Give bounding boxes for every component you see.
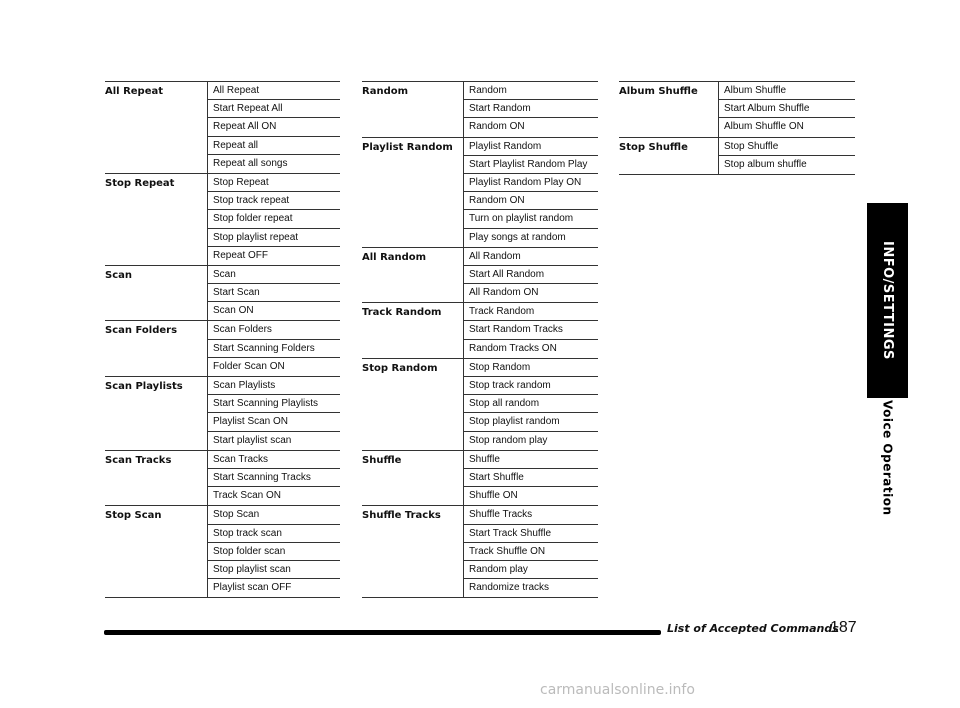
command-item: Start Shuffle xyxy=(464,469,598,487)
command-list xyxy=(463,451,598,506)
command-item: Playlist scan OFF xyxy=(213,582,292,594)
command-item: Start All Random xyxy=(464,266,598,284)
command-item: Random xyxy=(464,82,598,100)
command-item: Scan xyxy=(208,266,340,284)
command-item: Track Scan ON xyxy=(213,490,281,502)
command-list xyxy=(718,138,855,174)
command-item: Start Repeat All xyxy=(208,100,340,118)
command-item: Stop track random xyxy=(464,377,598,395)
command-item: Stop Scan xyxy=(208,506,340,524)
command-category: All Repeat xyxy=(105,86,164,97)
command-item: Playlist Scan ON xyxy=(208,413,340,431)
command-group xyxy=(105,82,340,174)
command-item: Shuffle xyxy=(464,451,598,469)
command-item: Scan ON xyxy=(213,305,254,317)
command-item: Play songs at random xyxy=(469,231,566,243)
command-category: Playlist Random xyxy=(362,141,453,153)
command-item: Stop folder repeat xyxy=(208,210,340,228)
command-item: Stop playlist repeat xyxy=(208,229,340,247)
command-group xyxy=(619,138,855,175)
command-category: Stop Repeat xyxy=(105,177,175,189)
commands-column-1 xyxy=(105,81,340,598)
command-item: Stop random play xyxy=(469,434,548,446)
command-item: Random Tracks ON xyxy=(469,342,557,354)
command-item: Stop album shuffle xyxy=(724,158,807,170)
command-group xyxy=(619,82,855,138)
command-category: Stop Shuffle xyxy=(619,141,688,153)
command-group xyxy=(362,138,598,248)
command-group xyxy=(105,174,340,266)
command-group xyxy=(105,451,340,507)
command-category: Album Shuffle xyxy=(619,86,698,97)
command-group xyxy=(362,506,598,598)
command-item: Repeat OFF xyxy=(213,249,269,261)
command-item: Shuffle ON xyxy=(469,490,518,502)
command-item: Stop folder scan xyxy=(208,543,340,561)
command-item: Start Track Shuffle xyxy=(464,525,598,543)
command-group xyxy=(362,248,598,304)
command-item: Album Shuffle xyxy=(719,82,855,100)
command-item: Start Random Tracks xyxy=(464,321,598,339)
subsection-label-wrap xyxy=(867,398,908,518)
command-item: Start Scanning Playlists xyxy=(208,395,340,413)
command-item: Random ON xyxy=(464,192,598,210)
command-item: Album Shuffle ON xyxy=(724,121,804,133)
command-list xyxy=(207,321,340,376)
command-category: Track Random xyxy=(362,307,442,319)
page-number: 187 xyxy=(830,619,857,636)
command-item: Track Shuffle ON xyxy=(464,543,598,561)
command-group xyxy=(105,266,340,322)
command-item: Stop Shuffle xyxy=(719,138,855,156)
command-item: Scan Folders xyxy=(208,321,340,339)
command-category: Scan Folders xyxy=(105,325,178,337)
command-item: Repeat all xyxy=(208,137,340,155)
command-item: Start Album Shuffle xyxy=(719,100,855,118)
command-item: Start Playlist Random Play xyxy=(464,156,598,174)
command-item: Randomize tracks xyxy=(469,582,550,594)
command-list xyxy=(207,174,340,265)
command-list xyxy=(463,303,598,358)
command-item: Turn on playlist random xyxy=(464,210,598,228)
command-item: Scan Tracks xyxy=(208,451,340,469)
command-list xyxy=(207,451,340,506)
command-group xyxy=(362,303,598,359)
command-item: Stop playlist scan xyxy=(208,561,340,579)
command-list xyxy=(207,82,340,173)
watermark: carmanualsonline.info xyxy=(540,682,695,698)
command-item: Playlist Random xyxy=(464,138,598,156)
command-item: Folder Scan ON xyxy=(213,360,285,372)
command-list xyxy=(463,248,598,303)
subsection-label: Voice Operation xyxy=(880,400,895,516)
command-item: Stop track repeat xyxy=(208,192,340,210)
command-list xyxy=(207,506,340,597)
command-item: Random play xyxy=(464,561,598,579)
command-item: Stop playlist random xyxy=(464,413,598,431)
command-item: Start Scanning Tracks xyxy=(208,469,340,487)
command-item: Shuffle Tracks xyxy=(464,506,598,524)
command-group xyxy=(105,321,340,377)
command-category: Random xyxy=(362,86,409,97)
command-category: Stop Random xyxy=(362,362,438,374)
command-item: Start Random xyxy=(464,100,598,118)
command-group xyxy=(362,451,598,507)
command-group xyxy=(105,377,340,451)
section-tab-label: INFO/SETTINGS xyxy=(880,241,895,360)
footer-rule xyxy=(104,630,661,635)
command-group xyxy=(105,506,340,598)
command-item: All Random xyxy=(464,248,598,266)
command-list xyxy=(207,377,340,450)
command-item: Stop Repeat xyxy=(208,174,340,192)
command-item: Scan Playlists xyxy=(208,377,340,395)
command-list xyxy=(463,82,598,137)
command-category: Scan Tracks xyxy=(105,454,172,466)
commands-column-3 xyxy=(619,81,855,175)
command-item: Random ON xyxy=(469,121,525,133)
command-item: Playlist Random Play ON xyxy=(464,174,598,192)
section-tab-label-wrap xyxy=(867,203,908,398)
command-category: All Random xyxy=(362,251,427,263)
command-list xyxy=(463,138,598,247)
command-category: Shuffle xyxy=(362,454,402,466)
command-item: Start Scan xyxy=(208,284,340,302)
command-item: Repeat all songs xyxy=(213,157,288,169)
command-category: Stop Scan xyxy=(105,510,162,522)
commands-column-2 xyxy=(362,81,598,598)
command-item: Stop Random xyxy=(464,359,598,377)
command-item: Track Random xyxy=(464,303,598,321)
command-item: Stop all random xyxy=(464,395,598,413)
command-list xyxy=(463,359,598,450)
command-item: Start Scanning Folders xyxy=(208,340,340,358)
command-group xyxy=(362,82,598,138)
command-item: All Random ON xyxy=(469,287,539,299)
command-group xyxy=(362,359,598,451)
command-item: Stop track scan xyxy=(208,525,340,543)
command-list xyxy=(207,266,340,321)
command-item: Start playlist scan xyxy=(213,434,292,446)
command-item: Repeat All ON xyxy=(208,118,340,136)
command-category: Scan xyxy=(105,269,132,281)
footer-title: List of Accepted Commands xyxy=(667,622,839,635)
command-item: All Repeat xyxy=(208,82,340,100)
command-list xyxy=(718,82,855,137)
command-category: Scan Playlists xyxy=(105,381,183,392)
command-category: Shuffle Tracks xyxy=(362,510,441,522)
command-list xyxy=(463,506,598,597)
